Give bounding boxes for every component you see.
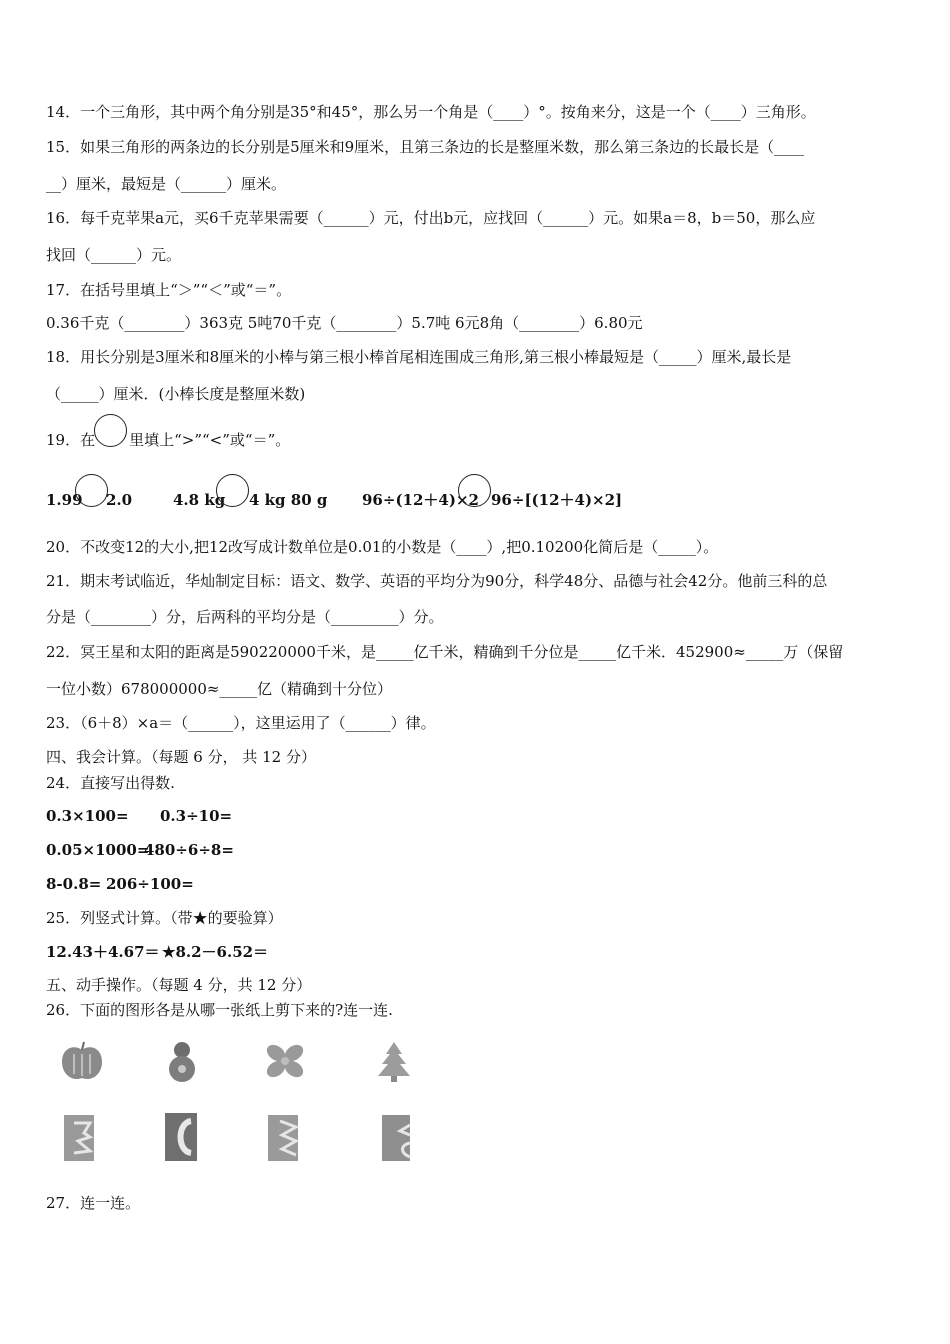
- q19-a-right: 2.0: [106, 491, 133, 509]
- q20-text: 20．不改变12的大小,把12改写成计数单位是0.01的小数是（____）,把0.10200化简后是（_____）。: [46, 538, 719, 556]
- q19-c-left: 96÷(12＋4)×2: [362, 491, 479, 509]
- q19-title: [46, 430, 290, 450]
- q22-line2: 一位小数）678000000≈_____亿（精确到十分位）: [46, 680, 392, 698]
- q24-item: 480÷6÷8=: [144, 841, 234, 859]
- compare-circle-c[interactable]: [458, 474, 491, 507]
- q24-item: 0.3×100=: [46, 807, 129, 825]
- apple-cutout-icon: [58, 1040, 106, 1084]
- q27-title: 27．连一连。: [46, 1194, 141, 1212]
- q24-item: 8-0.8=: [46, 875, 102, 893]
- q19-a-left: 1.99: [46, 491, 83, 509]
- q15-line2: __）厘米，最短是（______）厘米。: [46, 175, 287, 193]
- q25-item-b: ★8.2－6.52＝: [162, 943, 269, 961]
- q16-line1: 16．每千克苹果a元，买6千克苹果需要（______）元，付出b元，应找回（______）元。如果a＝8，b＝50，那么应: [46, 209, 816, 227]
- q24-item: 206÷100=: [106, 875, 194, 893]
- q21-line2: 分是（________）分，后两科的平均分是（_________）分。: [46, 608, 444, 626]
- q24-item: 0.05×1000=: [46, 841, 150, 859]
- q19-b-left: 4.8 kg: [173, 491, 226, 509]
- q14-text: 14．一个三角形，其中两个角分别是35°和45°，那么另一个角是（____）°。按角来分，这是一个（____）三角形。: [46, 103, 816, 121]
- q24-title: 24．直接写出得数.: [46, 774, 175, 792]
- compare-circle-blank[interactable]: [94, 414, 127, 447]
- paper-e-icon: [62, 1113, 98, 1163]
- paper-notched-e-icon: [380, 1113, 414, 1163]
- q19-pre: 19．在: [46, 431, 96, 449]
- q24-item: 0.3÷10=: [160, 807, 233, 825]
- flower-cutout-icon: [262, 1040, 308, 1082]
- q25-title: 25．列竖式计算。（带★的要验算）: [46, 909, 283, 927]
- compare-circle-b[interactable]: [216, 474, 249, 507]
- q17-title: 17．在括号里填上“＞”“＜”或“＝”。: [46, 281, 292, 299]
- q19-b-right: 4 kg 80 g: [249, 491, 328, 509]
- paper-c-icon: [163, 1111, 199, 1163]
- q22-line1: 22．冥王星和太阳的距离是590220000千米，是_____亿千米，精确到千分位是_____亿千米．452900≈_____万（保留: [46, 643, 844, 661]
- q17-items: 0.36千克（________）363克 5吨70千克（________）5.7吨 6元8角（________）6.80元: [46, 314, 643, 332]
- q23-text: 23．（6＋8）×a＝（______），这里运用了（______）律。: [46, 714, 436, 732]
- section-5-heading: 五、动手操作。（每题 4 分，共 12 分）: [46, 976, 312, 994]
- q19-c-right: 96÷[(12＋4)×2]: [491, 491, 623, 509]
- tree-cutout-icon: [374, 1040, 414, 1084]
- q18-line1: 18．用长分别是3厘米和8厘米的小棒与第三根小棒首尾相连围成三角形,第三根小棒最短是（_____）厘米,最长是: [46, 348, 792, 366]
- compare-circle-a[interactable]: [75, 474, 108, 507]
- paper-zigzag-e-icon: [266, 1113, 302, 1163]
- q19-post: 里填上“>”“<”或“＝”。: [129, 431, 291, 449]
- q16-line2: 找回（______）元。: [46, 246, 182, 264]
- q26-title: 26．下面的图形各是从哪一张纸上剪下来的?连一连.: [46, 1001, 393, 1019]
- gourd-cutout-icon: [162, 1038, 202, 1084]
- q25-item-a: 12.43＋4.67＝: [46, 943, 160, 961]
- q18-line2: （_____）厘米．(小棒长度是整厘米数): [46, 385, 306, 403]
- q21-line1: 21．期末考试临近，华灿制定目标：语文、数学、英语的平均分为90分，科学48分、品德与社会42分。他前三科的总: [46, 572, 828, 590]
- q15-line1: 15．如果三角形的两条边的长分别是5厘米和9厘米，且第三条边的长是整厘米数，那么第三条边的长最长是（____: [46, 138, 805, 156]
- section-4-heading: 四、我会计算。（每题 6 分， 共 12 分）: [46, 748, 316, 766]
